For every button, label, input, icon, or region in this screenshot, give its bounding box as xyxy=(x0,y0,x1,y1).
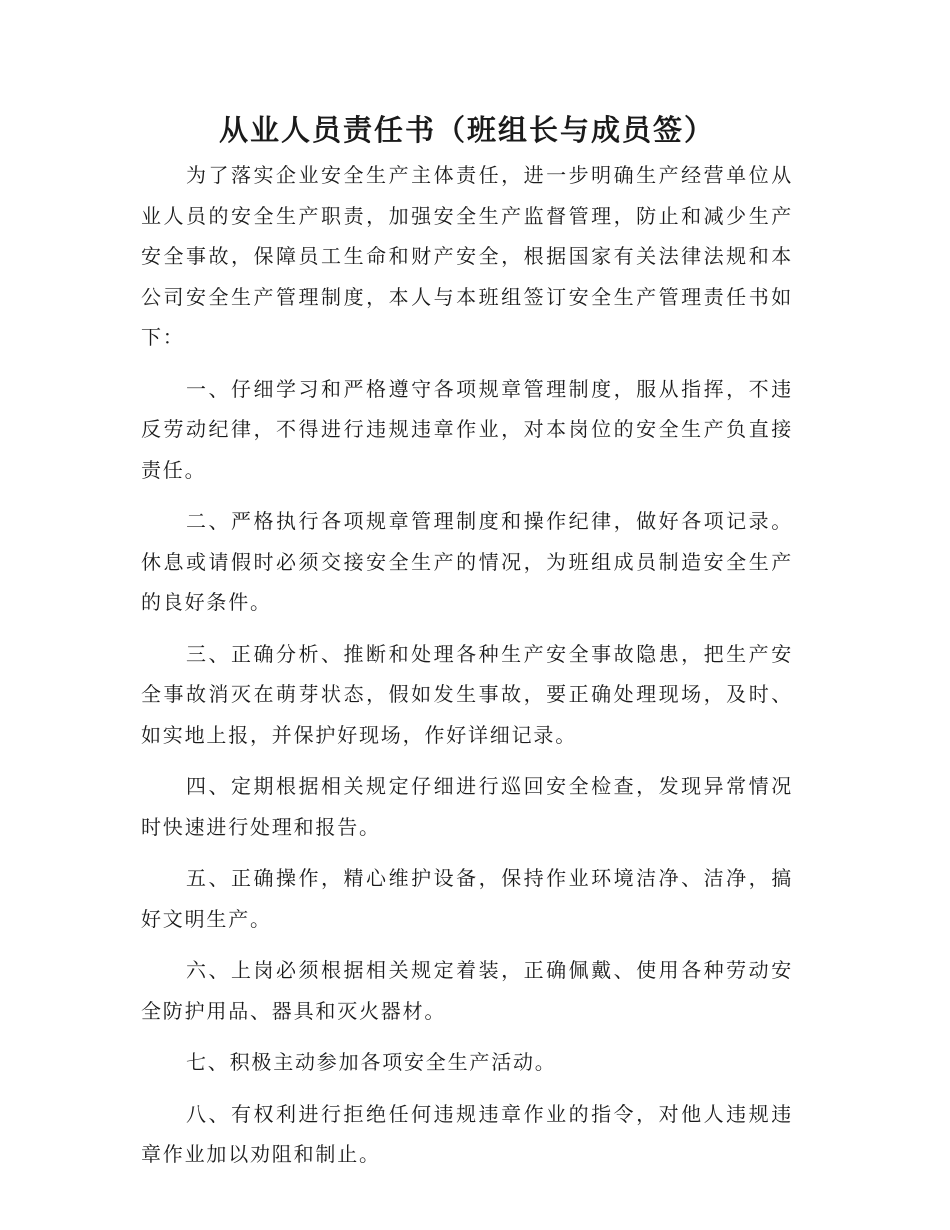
clause-2: 二、严格执行各项规章管理制度和操作纪律，做好各项记录。休息或请假时必须交接安全生产的情况，为班组成员制造安全生产的良好条件。 xyxy=(141,509,793,614)
clause-5: 五、正确操作，精心维护设备，保持作业环境洁净、洁净，搞好文明生产。 xyxy=(141,866,793,931)
clause-8: 八、有权利进行拒绝任何违规违章作业的指令，对他人违规违章作业加以劝阻和制止。 xyxy=(141,1101,793,1166)
clause-1: 一、仔细学习和严格遵守各项规章管理制度，服从指挥，不违反劳动纪律，不得进行违规违章作业，对本岗位的安全生产负直接责任。 xyxy=(141,376,793,482)
document-title: 从业人员责任书（班组长与成员签） xyxy=(218,113,715,147)
clause-6: 六、上岗必须根据相关规定着装，正确佩戴、使用各种劳动安全防护用品、器具和灭火器材。 xyxy=(141,958,793,1023)
clause-7: 七、积极主动参加各项安全生产活动。 xyxy=(186,1050,557,1074)
clause-4: 四、定期根据相关规定仔细进行巡回安全检查，发现异常情况时快速进行处理和报告。 xyxy=(141,774,793,839)
clause-3: 三、正确分析、推断和处理各种生产安全事故隐患，把生产安全事故消灭在萌芽状态，假如发生事故，要正确处理现场，及时、如实地上报，并保护好现场，作好详细记录。 xyxy=(141,641,793,747)
intro-paragraph: 为了落实企业安全生产主体责任，进一步明确生产经营单位从业人员的安全生产职责，加强安全生产监督管理，防止和减少生产安全事故，保障员工生命和财产安全，根据国家有关法律法规和本公司安全生产管理制度，本人与本班组签订安全生产管理责任书如下： xyxy=(141,163,793,349)
document-page xyxy=(141,110,793,1175)
